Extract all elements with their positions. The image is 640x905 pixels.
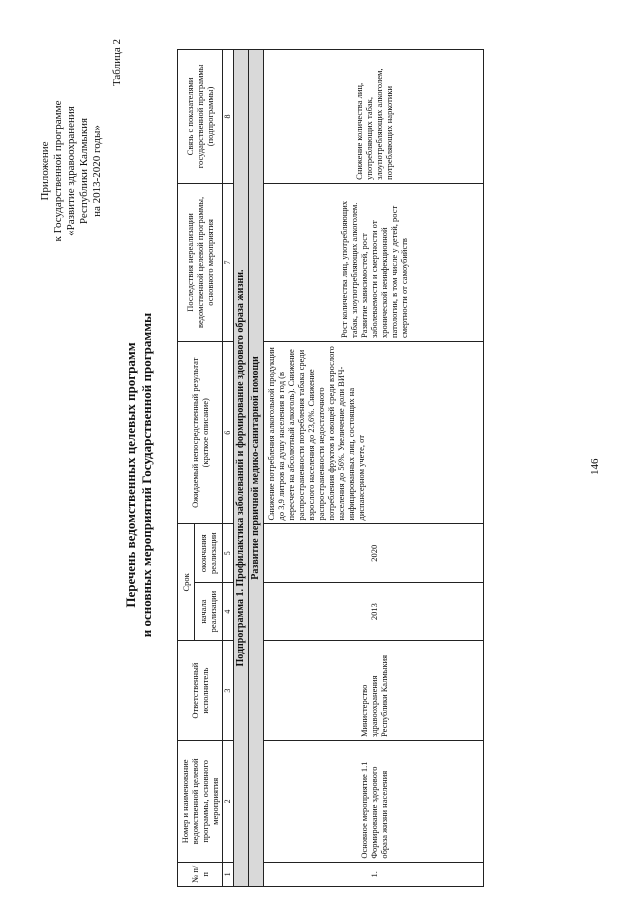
col-header-name: Номер и наименование ведомственной целевой программы, основного мероприятия xyxy=(178,741,223,863)
title-line: и основных мероприятий Государственной программы xyxy=(139,312,154,638)
col-header-result: Ожидаемый непосредственный результат (краткое описание) xyxy=(178,342,223,524)
column-number: 7 xyxy=(223,183,234,341)
header-row xyxy=(178,50,195,887)
subprogram-band xyxy=(234,50,249,887)
appendix-line: к Государственной программе xyxy=(52,100,64,242)
row-result: Снижение потребления алкогольной продукции до 3,9 литров на душу населения в год (в пересчете на абсолютный алкоголь). Снижение распространенности потребления табака среди взрослого населения до 23,6%. Снижение распространенности недостаточного потребления фруктов и овощей среди взрослого населения до 56%. Увеличение доли ВИЧ-инфицированных лиц, состоящих на диспансерном учете, от xyxy=(264,342,484,524)
row-consequences: Рост количества лиц, употребляющих табак, злоупотребляющих алкоголем. Развитие зависимостей, рост заболеваемости и смертности от хронической неинфекционной патологии, в том числе у детей, рост смертности от самоубийств xyxy=(264,183,484,341)
table-row xyxy=(264,50,484,887)
column-number: 4 xyxy=(223,582,234,640)
row-link: Снижение количества лиц, употребляющих табак, злоупотребляющих алкоголем, потребляющих наркотики xyxy=(264,50,484,184)
col-header-link: Связь с показателями государственной программы (подпрограммы) xyxy=(178,50,223,184)
row-start: 2013 xyxy=(264,582,484,640)
page-title xyxy=(123,175,155,775)
subprogram-subtitle: Развитие первичной медико-санитарной помощи xyxy=(249,50,264,887)
table-number: Таблица 2 xyxy=(111,39,123,87)
column-number: 5 xyxy=(223,524,234,582)
programs-table xyxy=(177,49,484,887)
column-number: 2 xyxy=(223,741,234,863)
column-number: 8 xyxy=(223,50,234,184)
appendix-line: Приложение xyxy=(39,141,51,201)
appendix-line: «Развитие здравоохранения xyxy=(65,106,77,236)
page-number: 146 xyxy=(589,458,601,475)
appendix-line: Республики Калмыкия xyxy=(78,117,90,225)
title-line: Перечень ведомственных целевых программ xyxy=(123,342,138,608)
column-number: 6 xyxy=(223,342,234,524)
col-header-consequences: Последствия нереализации ведомственной целевой программы, основного мероприятия xyxy=(178,183,223,341)
row-end: 2020 xyxy=(264,524,484,582)
subprogram-band xyxy=(249,50,264,887)
row-executor: Министерство здравоохранения Республики Калмыкия xyxy=(264,641,484,741)
row-name: Основное мероприятие 1.1 Формирование здорового образа жизни населения xyxy=(264,741,484,863)
column-number: 1 xyxy=(223,862,234,886)
rotated-page xyxy=(37,35,607,895)
col-header-end: окончания реализации xyxy=(194,524,222,582)
col-header-start: начала реализации xyxy=(194,582,222,640)
column-numbers-row xyxy=(223,50,234,887)
col-header-number: № п/п xyxy=(178,862,223,886)
appendix-line: на 2013-2020 годы» xyxy=(91,125,103,217)
col-header-term: Срок xyxy=(178,524,195,641)
row-number: 1. xyxy=(264,862,484,886)
col-header-executor: Ответственный исполнитель xyxy=(178,641,223,741)
subprogram-title: Подпрограмма 1. Профилактика заболеваний и формирование здорового образа жизни. xyxy=(234,50,249,887)
column-number: 3 xyxy=(223,641,234,741)
appendix-note xyxy=(39,41,104,301)
